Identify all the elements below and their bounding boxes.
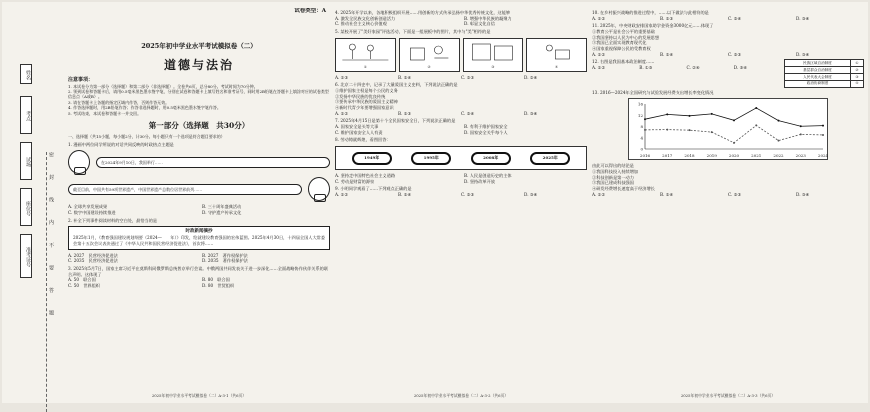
option-a[interactable]: A. ①② [335,192,349,198]
growth-rate-chart [628,98,828,160]
series-line [645,126,823,143]
statement: ②我国坚持以人民为中心的发展思想 [592,34,660,40]
speech-bubble: 截至目前，中国共有59项世界遗产，中国世界遗产总数位居世界前列…… [68,184,302,195]
question-12 [592,59,864,87]
y-tick-label: 12 [637,113,643,119]
data-point [711,113,713,115]
cartoon-illustration [68,150,330,174]
options [592,192,864,198]
column-b [335,8,587,400]
statement: ③要传承中华民族的爱国主义精神 [335,99,398,105]
data-point [755,125,757,127]
option-b[interactable]: B. ①④ [660,51,674,57]
option-c[interactable]: C. 劳动是财富的源泉 [335,178,375,184]
picture-panel: ④ [526,38,587,72]
table-row: 政治协商制度 ④ [785,80,864,87]
data-point [778,120,780,122]
seal-line: 密 封 线 内 不 要 答 题 [46,152,54,412]
options [335,192,587,198]
note-item: 1. 本试卷分为第一部分（选择题）和第二部分（非选择题）。全卷共6页，总分80分。考试时间为70分钟。 [68,83,258,89]
student-figure-icon [308,177,330,201]
question-13 [592,90,864,198]
question-stem: 1. 漫画中两位同学所说的对话共同反映的时政热点主题是 [68,141,174,147]
question-stem: 6. 北京二十四史中，记录了大量爱国主义史料，下列说法正确的是 [335,82,458,88]
y-tick-label: 8 [640,124,643,130]
page-footer: 2025年初中学业水平考试模拟卷（二）A-3-3（共6页） [680,392,776,398]
option-d[interactable]: D. 守护遗产传承文化 [202,209,242,215]
option-a[interactable]: A. ①② [592,191,606,197]
exam-site-field[interactable]: 考点 [20,96,32,134]
reading-scene-icon [528,40,585,66]
data-point [778,140,780,142]
option-a[interactable]: A. ①② [592,15,606,21]
option-a[interactable]: A. 国家安全是头等大事 [335,124,379,130]
data-point [689,130,691,132]
question-3 [68,266,330,289]
question-stem: 2. 补全下列事件阅读材料的空白处，最恰当的是 [68,217,158,223]
question-5 [335,29,587,80]
question-7 [335,118,587,135]
option-a[interactable]: A. 坚持走中国特色社会主义道路 [335,173,396,179]
line-chart [629,99,829,161]
question-8 [335,137,587,184]
x-tick-label: 2016 [639,153,651,159]
question-stem: 4. 2025年开学以来，各地积极组织开展……用创新的方式传承弘扬中华优秀传统文化，这能够 [335,10,511,15]
options [68,253,330,264]
data-point [666,114,668,116]
x-tick-label: 2021 [751,153,762,159]
picture-panel: ① [335,38,396,72]
x-tick-label: 2022 [773,153,784,159]
options [592,65,781,71]
page-footer: 2025年初中学业水平考试模拟卷（二）A-3-1（共6页） [151,392,247,398]
question-4 [335,10,587,27]
political-system-table [784,59,864,87]
option-c[interactable]: C. 50 世界组织 [68,283,100,289]
section-instruction: 一、选择题（共15小题，每小题2分，计30分。每小题只有一个选项是符合题目要求的） [68,134,225,140]
picture-panel: ③ [463,38,524,72]
question-stem: 9. 小明同学观看了……下列观点正确的是 [335,186,412,192]
column-a [68,8,330,400]
data-point [733,142,735,144]
question-9 [335,186,587,197]
note-item: 5. 考试结束，本试卷和答题卡一并交回。 [68,110,142,116]
chain-figure [335,146,587,170]
y-tick-label: 16 [637,101,643,107]
y-tick-label: 4 [640,135,643,141]
options [335,75,587,81]
x-tick-label: 2020 [728,153,740,159]
options [68,277,330,288]
data-point [689,115,691,117]
table-row: 基层群众自治制度 ② [785,67,864,74]
data-point [644,129,646,131]
x-tick-label: 2017 [662,153,673,159]
chain-link-2025: 2025年 [530,152,570,165]
option-a[interactable]: A. ①③ [335,74,349,80]
note-item: 4. 作答选择题时，用2B铅笔作答；作答非选择题时，用0.5毫米黑色墨水签字笔作答。 [68,105,221,111]
question-2 [68,218,330,264]
option-a[interactable]: A. ①② [335,110,349,116]
option-c[interactable]: C. 维护国家安全人人有责 [335,129,383,135]
subject-title: 道德与法治 [163,57,234,72]
data-point [755,107,757,109]
cartoon-illustration [68,177,330,201]
statement: ④研发经费增长速度高于经济增长 [592,186,655,192]
notes-heading: 注意事项： [68,76,94,83]
statement: ④国家重视保障公民的受教育权 [592,46,651,52]
options [335,124,587,135]
options [335,16,587,27]
litter-scene-icon [401,40,458,66]
x-tick-label: 2023 [795,153,806,159]
option-b[interactable]: B. ①③ [398,110,412,116]
option-b[interactable]: B. 增强中华民族的凝聚力 [464,15,512,21]
note-item: 2. 领到试卷和答题卡后，请用0.5毫米黑色墨水签字笔，分别在试卷和答题卡上填写姓名和准考证号，同时用2B铅笔在答题卡上填涂对应的试卷类型信息点（A或B）。 [68,89,329,100]
street-scene-icon [465,40,522,66]
option-d[interactable]: D. ③④ [733,65,748,71]
option-d[interactable]: D. 彰显文化自信 [464,21,495,27]
x-tick-label: 2024 [817,153,829,159]
page-footer: 2025年初中学业水平考试模拟卷（二）A-3-2（共6页） [413,392,509,398]
question-stem: 11. 2025年，中央财政安排国家助学金资金3000亿元……体现了 [592,23,714,29]
data-point [800,126,802,128]
exam-type-label: 试卷类型：A [294,8,326,14]
statement: ①维护国家主权是每个公民的义务 [335,88,398,94]
option-c[interactable]: C. ②③ [461,74,475,80]
data-point [822,125,824,127]
option-d[interactable]: D. ③④ [796,15,810,21]
data-point [644,119,646,121]
option-c[interactable]: C. ②③ [728,51,742,57]
option-c[interactable]: C. 2035 民营经济促进法 [68,258,118,264]
statement: ④新时代青少年要增强国家意识 [335,105,394,111]
options [592,52,864,58]
note-item: 3. 请在答题卡上各题的指定区域内作答，否则作答无效。 [68,99,170,105]
table-row: 民族区域自治制度 ① [785,60,864,67]
question-stem: 10. 在乡村振兴战略的推进过程中，……以下做法与此相符的是 [592,10,709,15]
question-stem: 13. 2016—2024年全国研究与试验发展经费支出增长率变化情况 [592,89,714,95]
option-d[interactable]: D. ③④ [524,110,538,116]
data-point [800,134,802,136]
option-c[interactable]: C. ②④ [686,65,700,71]
part-one-title: 第一部分（选择题 共30分） [148,121,250,131]
option-b[interactable]: B. 有利于维护国家安全 [464,124,508,130]
chain-link-1995: 1995年 [411,152,451,165]
statement: ②发扬中华民族的优良传统 [335,93,386,99]
option-b[interactable]: B. ①③ [660,15,674,21]
question-stem: 12. 右图是我国基本政治制度…… [592,59,655,65]
name-field[interactable]: 姓名 [20,64,32,84]
conclusion-prompt: 由此可以得出的结论是 [592,163,634,169]
box-title: 时政新闻摘抄 [185,229,213,235]
option-c[interactable]: C. ②④ [728,15,742,21]
series-line [645,108,823,126]
binding-strip [6,42,64,397]
question-10 [592,10,864,21]
option-b[interactable]: B. 2027 著作权保护法 [202,252,248,258]
seat-number-field[interactable]: 座位号 [20,188,32,226]
option-d[interactable]: D. 国家安全关乎每个人 [464,129,508,135]
option-c[interactable]: C. ②④ [461,110,475,116]
option-a[interactable]: A. 激发全民族文化创新创造活力 [335,15,396,21]
news-excerpt-box [68,226,330,249]
option-b[interactable]: B. 人民是创造历史的主体 [464,173,512,179]
question-11 [592,23,864,57]
student-figure-icon [68,150,90,174]
chain-link-1949: 1949年 [352,152,392,165]
x-tick-label: 2019 [706,153,717,159]
picture-panel: ② [399,38,460,72]
box-text: 2025年1月，《教育强国建设规划纲要（2024— 年）》印发，绘就建设教育强国的宏伟蓝图。2025年4月30日，十四届全国人大常委会第十五次会议表决通过了《中华人民共和国民营经济促进法》，首次将…… [73,235,326,246]
option-c[interactable]: C. ②③ [728,191,742,197]
question-stem: 5. 某校开展了"美好家园"评选活动，下面是一组展板中的图片，其中与"美"相符的是 [335,29,491,35]
admission-number-field[interactable]: 准考证号 [20,234,32,278]
options [592,16,864,22]
table-row: 人民代表大会制度 ③ [785,74,864,81]
exam-title: 2025年初中学业水平考试模拟卷（二） [141,42,257,50]
option-d[interactable]: D. ③④ [796,51,810,57]
option-d[interactable]: D. 坚持改革开放 [464,178,495,184]
people-planting-icon [337,40,394,66]
option-a[interactable]: A. 50 联合国 [68,277,96,283]
option-a[interactable]: A. 2027 民营经济促进法 [68,252,118,258]
option-b[interactable]: B. 三十周年盛典活动 [202,204,242,210]
data-point [711,132,713,134]
data-point [666,129,668,131]
option-d[interactable]: D. ②④ [524,74,538,80]
picture-panels [335,38,587,72]
option-b[interactable]: B. ①④ [660,191,674,197]
question-stem: 3. 2025年5月7日，国家主席习近平在莫斯科同俄罗斯总统普京举行会谈。中俄两国共同发表关于进一步深化……全面战略协作伙伴关系的联合声明。这体现了 [68,266,329,277]
option-c[interactable]: C. ②③ [461,192,475,198]
options [335,173,587,184]
chain-links [336,147,586,169]
statement: ②科技创新是第一动力 [592,174,634,180]
statement: ①我国科技投入持续增加 [592,169,639,175]
options [335,111,587,117]
options [68,204,330,215]
data-point [822,134,824,136]
y-tick-label: 0 [640,146,643,152]
speech-bubble: 在2024年9月10日，我国举行…… [96,157,330,168]
option-a[interactable]: A. ①② [592,51,606,57]
question-1 [68,142,330,216]
option-c[interactable]: C. 推动社会主义核心价值观 [335,21,387,27]
statement: ①教育公平是社会公平的重要基础 [592,29,655,35]
option-d[interactable]: D. ③④ [524,192,538,198]
statement: ③我国已全面实现教育现代化 [592,40,647,46]
chain-link-2008: 2008年 [471,152,511,165]
option-a[interactable]: A. ①② [592,65,606,71]
x-tick-label: 2018 [684,153,695,159]
option-a[interactable]: A. 全球共享发展成果 [68,204,108,210]
statement: ③我国已建成科技强国 [592,180,634,186]
exam-sheet [2,2,868,403]
option-b[interactable]: B. ①④ [398,192,412,198]
data-point [733,120,735,122]
option-d[interactable]: D. 80 世贸组织 [202,283,235,289]
question-stem: 7. 2025年4月15日是第十个全民国家安全日，下列说法正确的是 [335,118,456,124]
option-c[interactable]: C. 数字中国建设持续推进 [68,209,116,215]
question-6 [335,82,587,116]
question-stem: 8. 劳动铸就辉煌，看图回答： [335,137,391,143]
option-d[interactable]: D. 2035 著作权保护法 [202,258,248,264]
option-b[interactable]: B. 80 联合国 [202,277,230,283]
option-d[interactable]: D. ③④ [796,191,810,197]
column-c [592,8,864,400]
option-b[interactable]: B. ①④ [398,74,412,80]
option-b[interactable]: B. ①③ [639,65,653,71]
exam-room-field[interactable]: 试场 [20,142,32,180]
